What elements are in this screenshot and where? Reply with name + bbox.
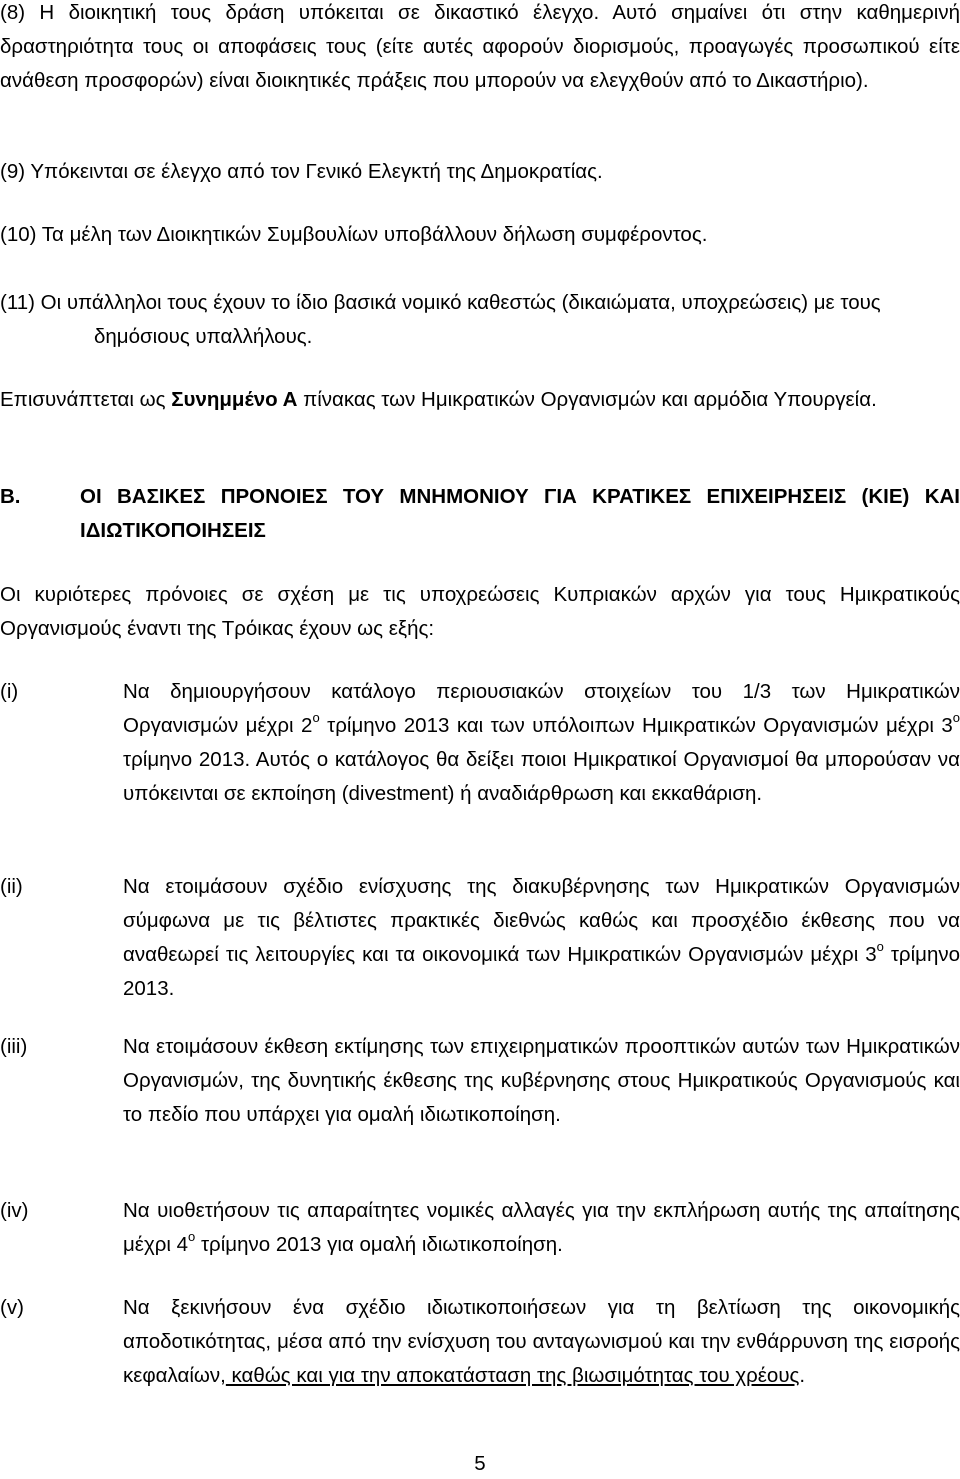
ordinal-superscript: ο xyxy=(312,710,320,726)
ordinal-superscript: ο xyxy=(876,939,884,955)
ordinal-superscript: ο xyxy=(952,710,960,726)
paragraph-10: (10) Τα μέλη των Διοικητικών Συμβουλίων υποβάλλουν δήλωση συμφέροντος. xyxy=(0,223,708,246)
page-number: 5 xyxy=(474,1452,486,1475)
item-text xyxy=(123,1194,960,1262)
paragraph-9: (9) Υπόκεινται σε έλεγχο από τον Γενικό Ελεγκτή της Δημοκρατίας. xyxy=(0,160,603,183)
item-text: Να ετοιμάσουν έκθεση εκτίμησης των επιχειρηματικών προοπτικών αυτών των Ημικρατικών Οργανισμών, της δυνητικής έκθεσης της κυβέρνησης στους Ημικρατικούς Οργανισμούς και το πεδίο που υπάρχει για ομαλή ιδιωτικοποίηση. xyxy=(123,1035,960,1126)
item-number: (iii) xyxy=(0,1035,28,1058)
item-text-part: Να ετοιμάσουν σχέδιο ενίσχυσης της διακυβέρνησης των Ημικρατικών Οργανισμών σύμφωνα με τις βέλτιστες πρακτικές διεθνώς καθώς και προσχέδιο έκθεσης που να αναθεωρεί τις λειτουργίες και τα οικονομικά των Ημικρατικών Οργανισμών μέχρι 3 xyxy=(123,875,960,966)
annex-text-before: Επισυνάπτεται ως xyxy=(0,388,172,411)
section-letter: Β. xyxy=(0,485,21,508)
item-text xyxy=(123,675,960,811)
item-number: (v) xyxy=(0,1296,24,1319)
item-text xyxy=(123,870,960,1006)
item-text xyxy=(123,1291,960,1393)
item-text-part: Να υιοθετήσουν τις απαραίτητες νομικές αλλαγές για την εκπλήρωση αυτής της απαίτησης μέχρι 4 xyxy=(123,1199,960,1256)
paragraph-8: (8) Η διοικητική τους δράση υπόκειται σε δικαστικό έλεγχο. Αυτό σημαίνει ότι στην καθημερινή δραστηριότητα τους οι αποφάσεις τους (είτε αυτές αφορούν διορισμούς, προαγωγές προσωπικού είτε ανάθεση προσφορών) είναι διοικητικές πράξεις που μπορούν να ελεγχθούν από το Δικαστήριο). xyxy=(0,1,960,92)
ordinal-superscript: ο xyxy=(188,1229,196,1245)
item-text-part: τρίμηνο 2013 και των υπόλοιπων Ημικρατικών Οργανισμών μέχρι 3 xyxy=(319,714,953,737)
annex-bold-label: Συνημμένο Α xyxy=(171,388,298,411)
item-number: (iv) xyxy=(0,1199,29,1222)
item-text-part: Να ξεκινήσουν ένα σχέδιο ιδιωτικοποιήσεων για τη βελτίωση της οικονομικής αποδοτικότητας, μέσα από την ενίσχυση του ανταγωνισμού και την ενθάρρυνση της εισροής κεφαλαίων, xyxy=(123,1296,960,1387)
item-text-part: τρίμηνο 2013 για ομαλή ιδιωτικοποίηση. xyxy=(195,1233,563,1256)
item-number: (ii) xyxy=(0,875,23,898)
item-number: (i) xyxy=(0,680,19,703)
paragraph-11: (11) Οι υπάλληλοι τους έχουν το ίδιο βασικά νομικό καθεστώς (δικαιώματα, υποχρεώσεις) με τους δημόσιους υπαλλήλους. xyxy=(0,291,881,348)
item-text-part: . xyxy=(799,1364,806,1387)
underlined-text: καθώς και για την αποκατάσταση της βιωσιμότητας του χρέους xyxy=(225,1364,800,1387)
item-text-part: τρίμηνο 2013. xyxy=(123,943,960,1000)
annex-text-after: πίνακας των Ημικρατικών Οργανισμών και αρμόδια Υπουργεία. xyxy=(297,388,877,411)
section-title: ΟΙ ΒΑΣΙΚΕΣ ΠΡΟΝΟΙΕΣ ΤΟΥ ΜΝΗΜΟΝΙΟΥ ΓΙΑ ΚΡΑΤΙΚΕΣ ΕΠΙΧΕΙΡΗΣΕΙΣ (ΚΙΕ) ΚΑΙ ΙΔΙΩΤΙΚΟΠΟΙΗΣΕΙΣ xyxy=(80,485,960,542)
section-intro: Οι κυριότερες πρόνοιες σε σχέση με τις υποχρεώσεις Κυπριακών αρχών για τους Ημικρατικούς Οργανισμούς έναντι της Τρόικας έχουν ως εξής: xyxy=(0,583,960,640)
item-text-part: Να δημιουργήσουν κατάλογο περιουσιακών στοιχείων του 1/3 των Ημικρατικών Οργανισμών μέχρι 2 xyxy=(123,680,960,737)
annex-paragraph xyxy=(0,383,960,417)
item-text-part: τρίμηνο 2013. Αυτός ο κατάλογος θα δείξει ποιοι Ημικρατικοί Οργανισμοί θα μπορούσαν να υπόκεινται σε εκποίηση (divestment) ή αναδιάρθρωση και εκκαθάριση. xyxy=(123,748,960,805)
